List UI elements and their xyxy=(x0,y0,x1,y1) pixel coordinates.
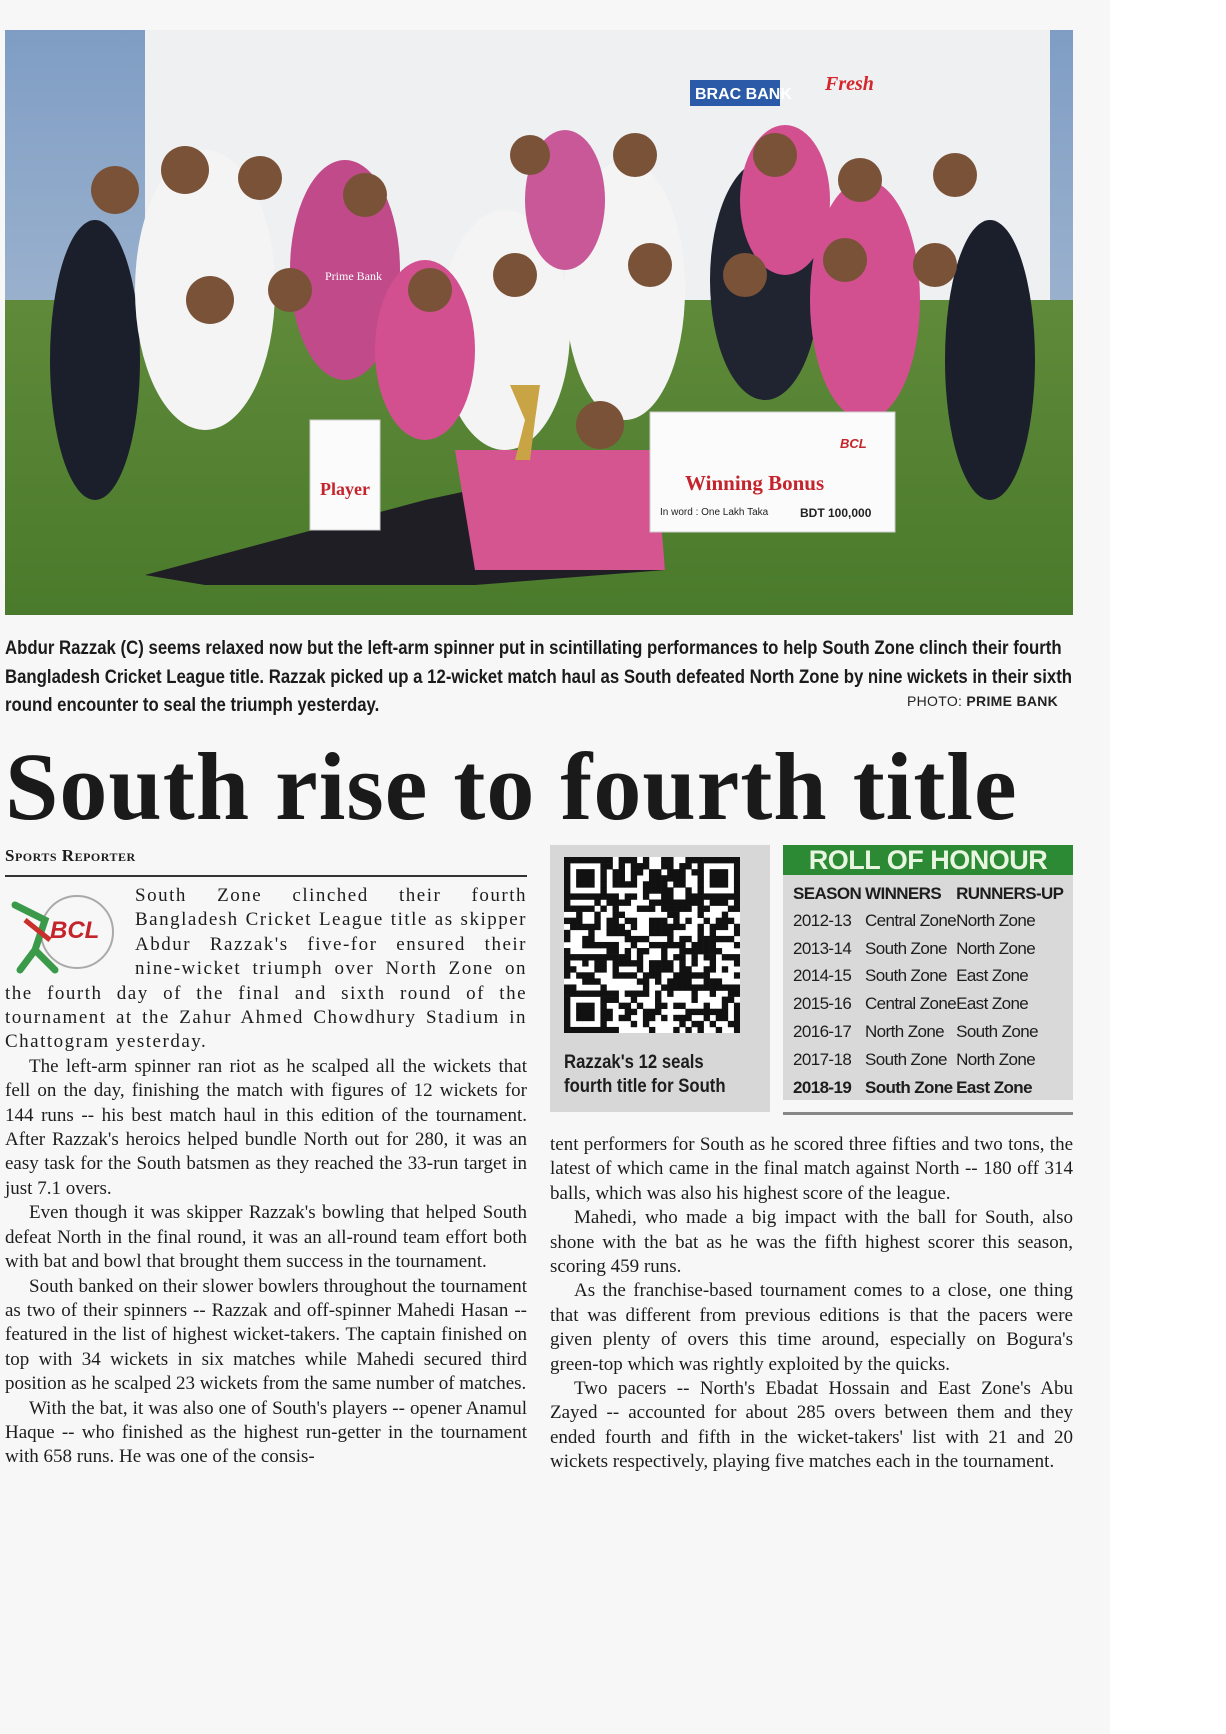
roll-of-honour-divider xyxy=(783,1112,1073,1115)
qr-code[interactable] xyxy=(564,857,740,1033)
header-runners-up: RUNNERS-UP xyxy=(956,884,1064,903)
winner-cell: South Zone xyxy=(865,966,947,986)
bcl-logo-text: BCL xyxy=(50,917,100,944)
winner-cell: South Zone xyxy=(865,938,947,958)
roll-of-honour xyxy=(783,845,1073,1100)
winner-cell: North Zone xyxy=(865,1022,945,1042)
banner-in-word: In word : One Lakh Taka xyxy=(660,507,769,518)
bcl-logo xyxy=(5,890,125,980)
article-paragraph: The left-arm spinner ran riot as he scalped all the wickets that fell on the day, finishing the match with figures of 12 wickets for 144 runs -- his best match haul in this edition of the tournament. After Razzak's heroics helped bundle North out for 280, it was an easy task for the South batsmen as they reached the 33-run target in just 7.1 overs. xyxy=(5,1055,527,1199)
season-cell: 2013-14 xyxy=(793,938,852,958)
article-column-left xyxy=(5,884,527,1470)
table-row xyxy=(793,1046,1063,1074)
season-cell: 2018-19 xyxy=(793,1077,852,1097)
article-paragraph: With the bat, it was also one of South's players -- opener Anamul Haque -- who finished as the highest run-getter in the tournament with 658 runs. He was one of the consis- xyxy=(5,1397,527,1468)
winner-cell: South Zone xyxy=(865,1077,953,1097)
runner-up-cell: North Zone xyxy=(956,910,1036,930)
photo-credit-name: PRIME BANK xyxy=(966,693,1059,709)
season-cell: 2016-17 xyxy=(793,1022,852,1042)
photo-credit xyxy=(907,693,1058,709)
article-paragraph: South Zone clinched their fourth Bangladesh Cricket League title as skipper Abdur Razzak's five-for ensured their nine-wicket triumph over North Zone on the fourth day of the final and sixth round of the tournament at the Zahur Ahmed Chowdhury Stadium in Chattogram yesterday. xyxy=(5,885,527,1053)
article-paragraph: tent performers for South as he scored three fifties and two tons, the latest of which came in the final match against North -- 180 off 314 balls, which was also his highest score of the league. xyxy=(550,1134,1073,1204)
banner-amount: BDT 100,000 xyxy=(800,506,872,520)
runner-up-cell: South Zone xyxy=(956,1022,1038,1042)
season-cell: 2015-16 xyxy=(793,994,852,1014)
jersey-sponsor: Prime Bank xyxy=(325,269,382,283)
article-column-right xyxy=(550,1133,1073,1475)
winner-cell: Central Zone xyxy=(865,994,957,1014)
winner-cell: South Zone xyxy=(865,1049,947,1069)
banner-winning-bonus: Winning Bonus xyxy=(685,471,825,495)
banner-bcl: BCL xyxy=(840,436,867,451)
season-cell: 2017-18 xyxy=(793,1049,852,1069)
season-cell: 2014-15 xyxy=(793,966,852,986)
runner-up-cell: North Zone xyxy=(956,938,1036,958)
winner-cell: Central Zone xyxy=(865,910,957,930)
table-row xyxy=(793,1018,1063,1046)
article-paragraph: Two pacers -- North's Ebadat Hossain and East Zone's Abu Zayed -- accounted for about 285 overs between them and they ended fourth and fifth in the wicket-takers' list with 21 and 20 wickets respectively, playing five matches each in the tournament. xyxy=(550,1378,1073,1473)
article-paragraph: Even though it was skipper Razzak's bowling that helped South defeat North in the final round, it was an all-round team effort both with bat and bowl that brought them success in the tournament. xyxy=(5,1202,527,1273)
banner-player: Player xyxy=(320,479,370,499)
banner-brac-bank: BRAC BANK xyxy=(695,86,792,103)
article-paragraph: Mahedi, who made a big impact with the ball for South, also shone with the bat as he was the fifth highest scorer this season, scoring 459 runs. xyxy=(550,1207,1073,1278)
byline: Sports Reporter xyxy=(5,846,136,865)
headline: South rise to fourth title xyxy=(5,733,1018,840)
header-winners: WINNERS xyxy=(865,884,942,903)
article-paragraph: South banked on their slower bowlers throughout the tournament as two of their spinners -- Razzak and off-spinner Mahedi Hasan -- featured in the list of highest wicket-takers. The captain finished on top with 34 wickets in six matches while Mahedi secured third position as he scalped 23 wickets from the same number of matches. xyxy=(5,1275,527,1395)
roll-of-honour-title: ROLL OF HONOUR xyxy=(783,845,1073,875)
article-paragraph: As the franchise-based tournament comes to a close, one thing that was different from previous editions is that the pacers were given plenty of overs this time around, especially on Bogura's green-top which was rightly exploited by the quicks. xyxy=(550,1280,1073,1375)
byline-divider xyxy=(5,875,527,877)
runner-up-cell: East Zone xyxy=(956,966,1029,986)
table-row xyxy=(793,935,1063,963)
header-season: SEASON xyxy=(793,884,862,903)
season-cell: 2012-13 xyxy=(793,910,852,930)
table-row xyxy=(793,990,1063,1018)
table-header-row xyxy=(793,881,1063,907)
runner-up-cell: East Zone xyxy=(956,1077,1032,1097)
qr-caption: Razzak's 12 seals fourth title for South xyxy=(564,1052,726,1097)
qr-promo-box[interactable] xyxy=(550,845,770,1112)
table-row xyxy=(793,907,1063,935)
banner-fresh: Fresh xyxy=(825,73,874,95)
roll-of-honour-table xyxy=(793,881,1063,1102)
runner-up-cell: East Zone xyxy=(956,994,1029,1014)
runner-up-cell: North Zone xyxy=(956,1049,1036,1069)
photo-credit-label: PHOTO: xyxy=(907,693,963,709)
photo-caption: Abdur Razzak (C) seems relaxed now but the left-arm spinner put in scintillating performances to help South Zone clinch their fourth Bangladesh Cricket League title. Razzak picked up a 12-wicket match haul as South defeated North Zone by nine wickets in their sixth round encounter to seal the triumph yesterday. xyxy=(5,637,1073,716)
table-row-current xyxy=(793,1074,1063,1102)
team-photo xyxy=(5,30,1073,615)
table-row xyxy=(793,963,1063,991)
